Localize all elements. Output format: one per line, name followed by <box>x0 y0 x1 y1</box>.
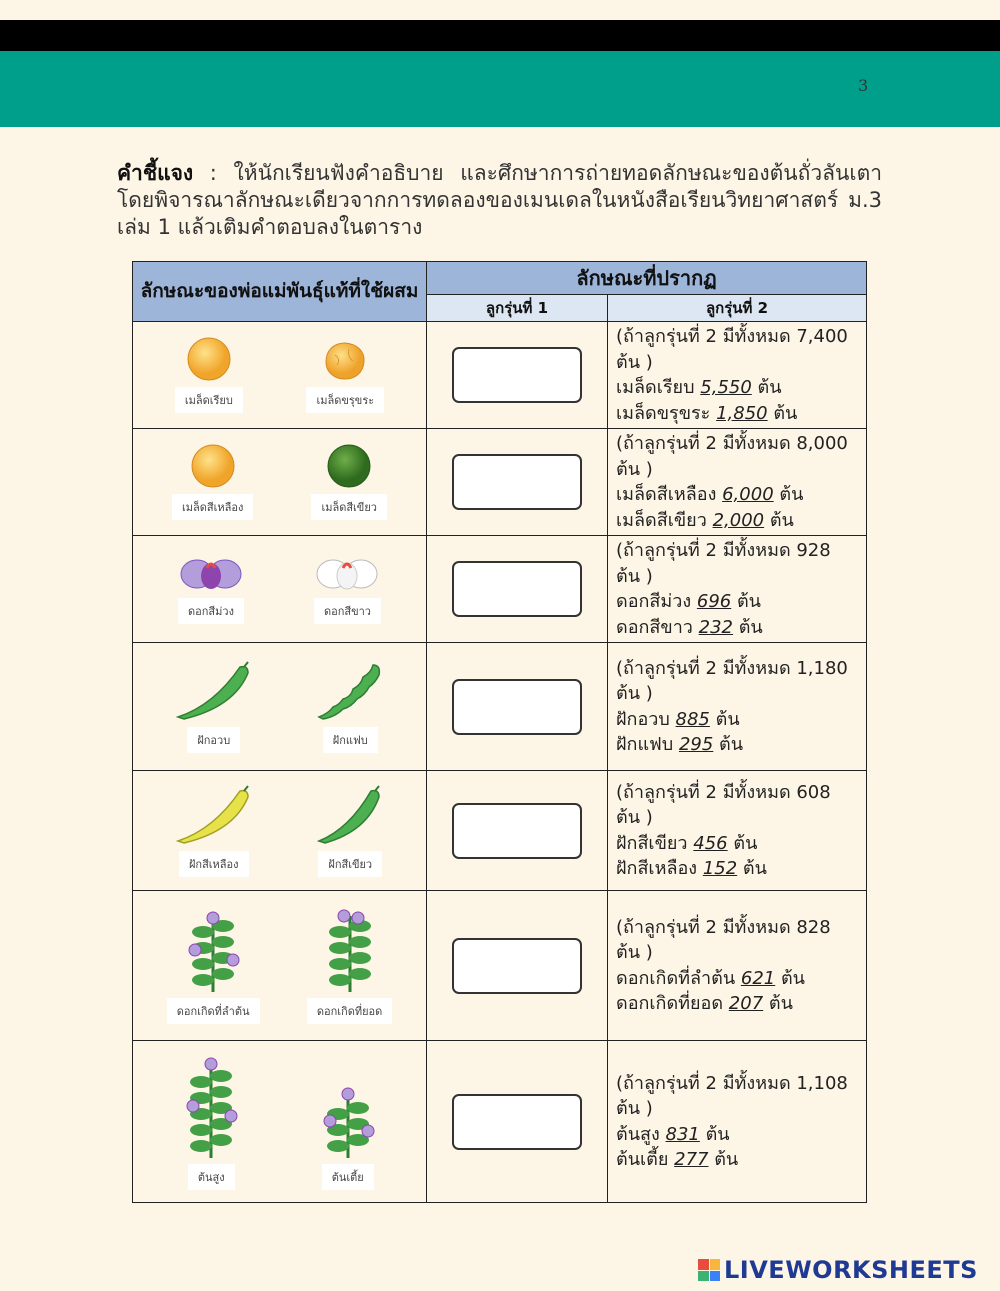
parent-trait-label: เมล็ดสีเหลือง <box>172 494 253 520</box>
f2-trait-b: ฝักสีเหลือง <box>616 858 698 879</box>
white-flower-icon <box>315 554 379 596</box>
f2-trait-a: ฝักสีเขียว <box>616 832 688 854</box>
f1-cell <box>427 891 608 1041</box>
parent-traits-cell <box>133 771 427 891</box>
f1-cell <box>427 536 608 643</box>
f2-count-b: 2,000 <box>712 509 765 531</box>
f2-count-a: 831 <box>665 1123 700 1145</box>
f2-trait-a: ฝักอวบ <box>616 708 670 730</box>
f2-unit-a: ต้น <box>736 591 761 612</box>
table-row <box>133 322 867 429</box>
header-band <box>0 51 1000 127</box>
table-row <box>133 1041 867 1203</box>
f2-cell <box>608 322 867 429</box>
f2-cell <box>608 429 867 536</box>
table-row <box>133 643 867 771</box>
constricted-pod-icon <box>315 661 385 725</box>
parent-traits-cell <box>133 536 427 643</box>
f2-unit-b: ต้น <box>769 509 794 531</box>
f2-count-a: 621 <box>740 967 776 989</box>
yellow-pod-icon <box>174 785 254 849</box>
inflated-pod-icon <box>174 661 254 725</box>
parent-trait-item <box>167 908 260 1024</box>
f2-total-text: (ถ้าลูกรุ่นที่ 2 มีทั้งหมด 928 ต้น ) <box>616 540 831 587</box>
f2-cell <box>608 771 867 891</box>
f2-total-text: (ถ้าลูกรุ่นที่ 2 มีทั้งหมด 8,000 ต้น ) <box>616 433 848 480</box>
f2-trait-a: ดอกสีม่วง <box>616 591 692 612</box>
parent-trait-label: ต้นเตี้ย <box>322 1164 374 1190</box>
axial-flower-plant-icon <box>183 908 243 996</box>
f1-answer-input[interactable] <box>452 679 582 735</box>
f2-trait-a: ดอกเกิดที่ลำต้น <box>616 967 736 989</box>
f2-trait-b: เมล็ดสีเขียว <box>616 509 707 531</box>
worksheet-table <box>132 261 867 1203</box>
f2-total-text: (ถ้าลูกรุ่นที่ 2 มีทั้งหมด 1,108 ต้น ) <box>616 1072 848 1119</box>
f2-trait-a: ต้นสูง <box>616 1123 660 1145</box>
parent-trait-item <box>314 554 381 624</box>
f2-count-a: 885 <box>675 708 710 730</box>
header-f2: ลูกรุ่นที่ 2 <box>608 295 867 322</box>
f2-total-text: (ถ้าลูกรุ่นที่ 2 มีทั้งหมด 1,180 ต้น ) <box>616 657 848 704</box>
parent-trait-item <box>307 908 392 1024</box>
f2-unit-a: ต้น <box>780 967 805 989</box>
header-phenotype: ลักษณะที่ปรากฏ <box>427 262 867 295</box>
f2-total-text: (ถ้าลูกรุ่นที่ 2 มีทั้งหมด 608 ต้น ) <box>616 781 831 828</box>
f1-answer-input[interactable] <box>452 938 582 994</box>
parent-trait-label: ดอกสีม่วง <box>178 598 244 624</box>
brand-logo <box>698 1255 978 1285</box>
f1-cell <box>427 1041 608 1203</box>
terminal-flower-plant-icon <box>320 908 380 996</box>
instructions-text: : ให้นักเรียนฟังคำอธิบาย และศึกษาการถ่ายทอดลักษณะของต้นถั่วลันเตา โดยพิจารณาลักษณะเดียวจากการทดลองของเมนเดลในหนังสือเรียนวิทยาศาสตร์ ม.3 เล่ม 1 แล้วเติมคำตอบลงในตาราง <box>117 161 882 239</box>
top-black-bar <box>0 20 1000 51</box>
f2-count-a: 5,550 <box>700 377 752 398</box>
f2-trait-a: เมล็ดเรียบ <box>616 377 695 398</box>
brand-text: LIVEWORKSHEETS <box>724 1256 978 1284</box>
parent-trait-item <box>315 661 385 753</box>
green-pod-icon <box>315 785 385 849</box>
f2-unit-a: ต้น <box>715 708 740 730</box>
f2-count-b: 207 <box>728 993 764 1014</box>
parent-trait-item <box>306 341 384 413</box>
header-f1: ลูกรุ่นที่ 1 <box>427 295 608 322</box>
purple-flower-icon <box>179 554 243 596</box>
f2-unit-b: ต้น <box>738 616 763 638</box>
parent-trait-item <box>318 1084 378 1190</box>
f1-answer-input[interactable] <box>452 803 582 859</box>
f2-unit-a: ต้น <box>779 484 804 505</box>
yellow-seed-icon <box>187 444 239 492</box>
header-parent-traits: ลักษณะของพ่อแม่พันธุ์แท้ที่ใช้ผสม <box>133 262 427 322</box>
parent-trait-label: ฝักสีเหลือง <box>179 851 249 877</box>
parent-trait-label: ดอกเกิดที่ลำต้น <box>167 998 260 1024</box>
f2-unit-b: ต้น <box>742 858 767 879</box>
f2-cell <box>608 536 867 643</box>
wrinkled-seed-icon <box>323 341 367 385</box>
f2-cell <box>608 643 867 771</box>
parent-trait-item <box>315 785 385 877</box>
instructions <box>117 160 882 241</box>
f2-unit-a: ต้น <box>705 1123 730 1145</box>
f2-total-text: (ถ้าลูกรุ่นที่ 2 มีทั้งหมด 7,400 ต้น ) <box>616 326 848 373</box>
f2-cell <box>608 1041 867 1203</box>
f2-unit-b: ต้น <box>768 993 793 1014</box>
short-plant-icon <box>318 1084 378 1162</box>
parent-trait-label: เมล็ดเรียบ <box>175 387 243 413</box>
f2-count-b: 295 <box>678 734 714 755</box>
liveworksheets-logo-icon <box>698 1259 720 1281</box>
parent-traits-cell <box>133 643 427 771</box>
f1-answer-input[interactable] <box>452 347 582 403</box>
f2-unit-a: ต้น <box>757 377 782 398</box>
f2-unit-b: ต้น <box>714 1149 739 1170</box>
f2-count-b: 277 <box>674 1149 709 1170</box>
parent-trait-label: ดอกเกิดที่ยอด <box>307 998 392 1024</box>
tall-plant-icon <box>181 1054 241 1162</box>
f2-trait-b: ฝักแฟบ <box>616 734 674 755</box>
parent-trait-item <box>178 554 244 624</box>
f2-trait-a: เมล็ดสีเหลือง <box>616 484 717 505</box>
page-number: 3 <box>858 76 869 95</box>
parent-traits-cell <box>133 891 427 1041</box>
f2-unit-b: ต้น <box>719 734 744 755</box>
f1-cell <box>427 643 608 771</box>
f1-cell <box>427 771 608 891</box>
smooth-seed-icon <box>183 337 235 385</box>
table-row <box>133 536 867 643</box>
parent-trait-label: ฝักสีเขียว <box>318 851 382 877</box>
table-row <box>133 429 867 536</box>
f2-count-b: 152 <box>702 858 738 879</box>
f2-count-a: 456 <box>693 832 728 854</box>
parent-trait-item <box>174 661 254 753</box>
f2-cell <box>608 891 867 1041</box>
f1-answer-input[interactable] <box>452 454 582 510</box>
f2-trait-b: เมล็ดขรุขระ <box>616 402 711 424</box>
f2-count-a: 6,000 <box>722 484 774 505</box>
parent-trait-label: ฝักอวบ <box>187 727 240 753</box>
table-body <box>133 322 867 1203</box>
parent-traits-cell <box>133 429 427 536</box>
parent-trait-label: ดอกสีขาว <box>314 598 381 624</box>
parent-traits-cell <box>133 322 427 429</box>
f2-trait-b: ดอกสีขาว <box>616 616 693 638</box>
parent-trait-label: เมล็ดสีเขียว <box>311 494 387 520</box>
parent-trait-item <box>174 785 254 877</box>
parent-trait-item <box>181 1054 241 1190</box>
f2-unit-a: ต้น <box>733 832 758 854</box>
f2-unit-b: ต้น <box>773 402 798 424</box>
f2-trait-b: ดอกเกิดที่ยอด <box>616 993 724 1014</box>
f1-cell <box>427 429 608 536</box>
instructions-label: คำชี้แจง <box>117 161 194 185</box>
f2-count-a: 696 <box>696 591 732 612</box>
table-row <box>133 771 867 891</box>
green-seed-icon <box>323 444 375 492</box>
f2-trait-b: ต้นเตี้ย <box>616 1149 669 1170</box>
f2-count-b: 232 <box>698 616 733 638</box>
parent-trait-label: เมล็ดขรุขระ <box>306 387 384 413</box>
f2-count-b: 1,850 <box>716 402 768 424</box>
parent-trait-item <box>311 444 387 520</box>
parent-traits-cell <box>133 1041 427 1203</box>
f2-total-text: (ถ้าลูกรุ่นที่ 2 มีทั้งหมด 828 ต้น ) <box>616 916 831 963</box>
parent-trait-label: ต้นสูง <box>188 1164 235 1190</box>
parent-trait-label: ฝักแฟบ <box>323 727 378 753</box>
f1-answer-input[interactable] <box>452 561 582 617</box>
f1-answer-input[interactable] <box>452 1094 582 1150</box>
parent-trait-item <box>175 337 243 413</box>
f1-cell <box>427 322 608 429</box>
table-row <box>133 891 867 1041</box>
parent-trait-item <box>172 444 253 520</box>
